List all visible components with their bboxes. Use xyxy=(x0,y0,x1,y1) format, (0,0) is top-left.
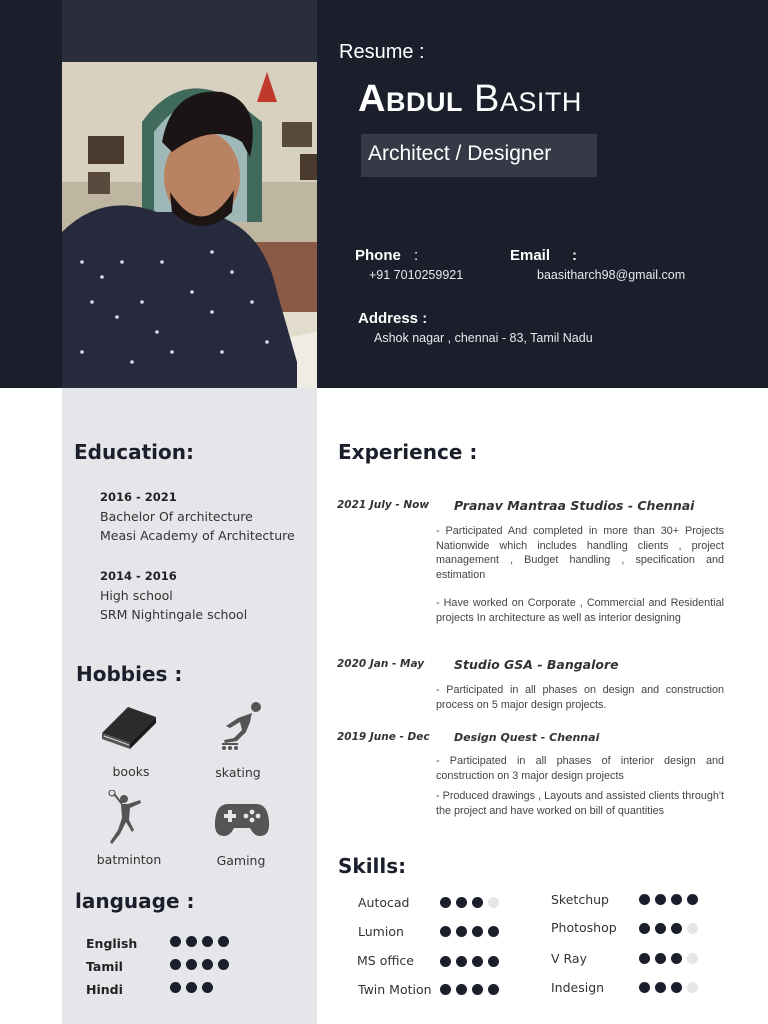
hobby-label-gaming: Gaming xyxy=(216,853,266,868)
rating-dot-filled xyxy=(202,936,213,947)
skill-rating xyxy=(440,926,499,937)
rating-dot-filled xyxy=(639,953,650,964)
rating-dot-empty xyxy=(687,953,698,964)
language-rating xyxy=(170,982,229,993)
resume-label: Resume : xyxy=(339,41,425,63)
rating-dot-filled xyxy=(170,982,181,993)
skills-heading: Skills: xyxy=(338,854,407,878)
photo-top-band xyxy=(62,0,317,62)
rating-dot-filled xyxy=(671,894,682,905)
rating-dot-filled xyxy=(472,926,483,937)
experience-point: - Produced drawings , Layouts and assisted clients through't the project and have worked on bill of quantities xyxy=(436,790,724,817)
rating-dot-filled xyxy=(472,984,483,995)
language-rating xyxy=(170,936,229,947)
rating-dot-empty xyxy=(218,982,229,993)
skill-rating xyxy=(639,982,698,993)
skill-name: Sketchup xyxy=(551,892,609,907)
experience-date: 2020 Jan - May xyxy=(337,658,425,670)
skill-name: Lumion xyxy=(358,924,404,939)
language-name: English xyxy=(86,936,138,951)
education-school: SRM Nightingale school xyxy=(100,607,248,622)
rating-dot-filled xyxy=(186,936,197,947)
language-heading: language : xyxy=(75,889,195,913)
hobbies-heading: Hobbies : xyxy=(76,662,183,686)
candidate-name xyxy=(358,78,582,121)
experience-date: 2021 July - Now xyxy=(337,499,430,511)
rating-dot-filled xyxy=(655,894,666,905)
language-name: Hindi xyxy=(86,982,123,997)
experience-point: - Participated in all phases on design and construction process on 5 major design projects. xyxy=(436,684,724,711)
rating-dot-filled xyxy=(639,894,650,905)
skill-name: Autocad xyxy=(358,895,410,910)
experience-company: Pranav Mantraa Studios - Chennai xyxy=(454,498,695,513)
rating-dot-filled xyxy=(639,982,650,993)
hobby-label-books: books xyxy=(112,764,150,779)
rating-dot-filled xyxy=(186,959,197,970)
rating-dot-filled xyxy=(186,982,197,993)
skill-name: V Ray xyxy=(551,951,587,966)
experience-company: Design Quest - Chennai xyxy=(454,731,600,744)
experience-point: - Participated in all phases of interior design and construction on 3 major design projects xyxy=(436,755,724,782)
rating-dot-filled xyxy=(440,984,451,995)
education-school: Measi Academy of Architecture xyxy=(100,528,295,543)
skill-rating xyxy=(639,923,698,934)
rating-dot-filled xyxy=(488,984,499,995)
gamepad-icon xyxy=(214,800,270,844)
skill-rating xyxy=(639,894,698,905)
experience-heading: Experience : xyxy=(338,440,478,464)
experience-date: 2019 June - Dec xyxy=(337,731,430,743)
language-name: Tamil xyxy=(86,959,123,974)
education-degree: High school xyxy=(100,588,173,603)
phone-label: Phone xyxy=(355,247,401,264)
rating-dot-filled xyxy=(687,894,698,905)
rating-dot-filled xyxy=(170,959,181,970)
skill-name: MS office xyxy=(357,953,414,968)
name-last: Basith xyxy=(474,78,582,120)
name-first: Abdul xyxy=(358,78,463,120)
address-label: Address : xyxy=(358,310,428,327)
email-label: Email xyxy=(510,247,551,264)
rating-dot-filled xyxy=(202,982,213,993)
rating-dot-filled xyxy=(488,956,499,967)
rating-dot-filled xyxy=(655,923,666,934)
rating-dot-filled xyxy=(440,897,451,908)
rating-dot-empty xyxy=(488,897,499,908)
profile-photo xyxy=(62,62,317,388)
rating-dot-filled xyxy=(456,897,467,908)
rating-dot-empty xyxy=(687,923,698,934)
skill-rating xyxy=(440,956,499,967)
address-value: Ashok nagar , chennai - 83, Tamil Nadu xyxy=(374,331,593,345)
skill-rating xyxy=(440,897,499,908)
rating-dot-filled xyxy=(655,982,666,993)
rating-dot-filled xyxy=(440,956,451,967)
rating-dot-filled xyxy=(456,984,467,995)
language-rating xyxy=(170,959,229,970)
rating-dot-filled xyxy=(456,956,467,967)
skill-name: Photoshop xyxy=(551,920,617,935)
rating-dot-filled xyxy=(472,956,483,967)
rating-dot-filled xyxy=(218,936,229,947)
education-heading: Education: xyxy=(74,440,194,464)
phone-value: +91 7010259921 xyxy=(369,268,464,282)
rating-dot-filled xyxy=(218,959,229,970)
rating-dot-empty xyxy=(687,982,698,993)
education-years: 2016 - 2021 xyxy=(100,490,177,504)
education-years: 2014 - 2016 xyxy=(100,569,177,583)
phone-separator: : xyxy=(414,247,419,264)
rating-dot-filled xyxy=(202,959,213,970)
rating-dot-filled xyxy=(671,982,682,993)
rating-dot-filled xyxy=(456,926,467,937)
email-value: baasitharch98@gmail.com xyxy=(537,268,686,282)
skating-icon xyxy=(214,700,264,756)
rating-dot-filled xyxy=(671,923,682,934)
job-title: Architect / Designer xyxy=(368,142,552,165)
experience-point: - Have worked on Corporate , Commercial and Residential projects In architecture as well as interior designing xyxy=(436,597,724,624)
rating-dot-filled xyxy=(655,953,666,964)
badminton-icon xyxy=(104,790,152,852)
skill-name: Twin Motion xyxy=(358,982,432,997)
skill-name: Indesign xyxy=(551,980,605,995)
skill-rating xyxy=(639,953,698,964)
rating-dot-filled xyxy=(472,897,483,908)
hobby-label-batminton: batminton xyxy=(96,852,162,867)
skill-rating xyxy=(440,984,499,995)
rating-dot-filled xyxy=(440,926,451,937)
book-icon xyxy=(98,703,158,755)
email-separator: : xyxy=(572,247,577,264)
rating-dot-filled xyxy=(488,926,499,937)
rating-dot-filled xyxy=(671,953,682,964)
rating-dot-filled xyxy=(639,923,650,934)
experience-point: - Participated And completed in more than 30+ Projects Nationwide which includes handling clients , project management , Budget handling , specification and estimation xyxy=(436,525,724,581)
hobby-label-skating: skating xyxy=(215,765,261,780)
rating-dot-filled xyxy=(170,936,181,947)
experience-company: Studio GSA - Bangalore xyxy=(454,657,619,672)
education-degree: Bachelor Of architecture xyxy=(100,509,253,524)
